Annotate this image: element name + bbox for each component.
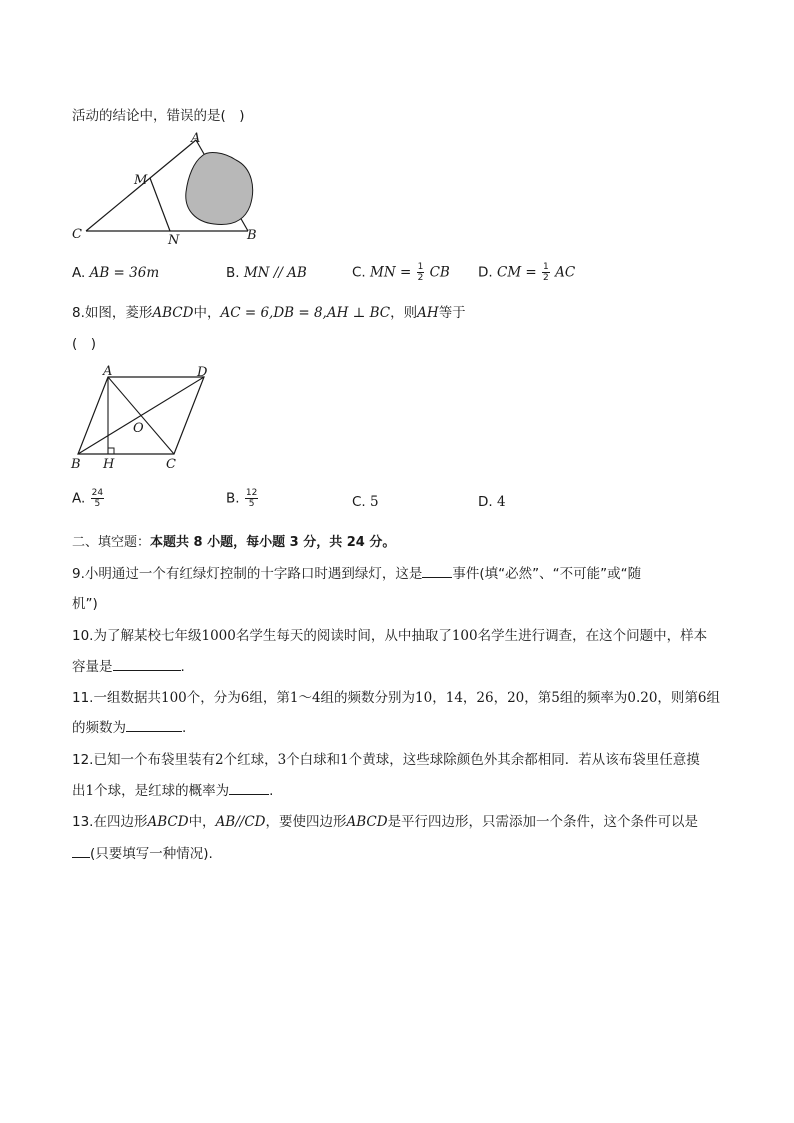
q9-line-1 xyxy=(72,562,641,582)
q8-label-D: D xyxy=(197,365,208,380)
q10-text-e: . xyxy=(180,659,185,675)
q8-figure xyxy=(66,362,226,474)
q7-option-d xyxy=(478,262,575,283)
q7-label-B: B xyxy=(247,228,257,243)
q10-text-d: 容量是 xyxy=(72,659,113,675)
q8-text-3: ，则 xyxy=(390,305,418,321)
q8-diagonal-BD xyxy=(78,377,204,454)
q12-num-3: 1 xyxy=(340,752,349,768)
q8-right-angle-mark xyxy=(108,448,114,454)
q8-label-A: A xyxy=(103,364,113,379)
q11-num-2: 6 xyxy=(240,690,250,706)
q11-text-i: 组 xyxy=(706,690,721,706)
q8-math-2: AC = 6,DB = 8,AH ⊥ BC xyxy=(220,305,391,321)
q13-math-1: ABCD xyxy=(147,814,189,830)
q7-option-d-lhs: CM = xyxy=(496,264,537,281)
q8-option-b xyxy=(226,488,259,509)
q8-option-a-prefix: A. xyxy=(72,490,86,507)
q10-line-1 xyxy=(72,624,707,644)
q13-text-d: 是平行四边形，只需添加一个条件，这个条件可以是 xyxy=(387,814,699,830)
q12-num-4: 1 xyxy=(85,783,95,799)
q7-pond-blob xyxy=(186,153,253,225)
q7-option-a-math: AB = 36m xyxy=(89,265,160,281)
q8-label-O: O xyxy=(133,421,144,436)
q11-num-4: 4 xyxy=(311,690,321,706)
q8-math-1: ABCD xyxy=(152,305,194,321)
q13-text-c: ，要使四边形 xyxy=(265,814,347,830)
q8-option-c-value: 5 xyxy=(370,494,379,510)
q8-label-B: B xyxy=(71,457,81,472)
q7-label-C: C xyxy=(72,227,82,242)
q13-line-1 xyxy=(72,810,698,830)
q11-text-f: ，第 xyxy=(524,690,552,706)
q7-option-c-fraction: $\frac{1}{2}$ xyxy=(417,262,424,283)
q7-stem xyxy=(72,104,245,124)
q11-num-5: 10，14，26，20 xyxy=(415,690,525,706)
q7-option-c-rhs: CB xyxy=(429,264,450,281)
q11-num-1: 100 xyxy=(160,690,187,706)
q8-option-b-prefix: B. xyxy=(226,490,240,507)
q11-text-a: 11.一组数据共 xyxy=(72,690,161,706)
q9-line-2: 机”) xyxy=(72,596,98,612)
q12-num-2: 3 xyxy=(277,752,287,768)
q7-figure xyxy=(66,130,266,248)
q7-label-N: N xyxy=(168,233,180,248)
q10-num-2: 100 xyxy=(451,628,478,644)
q11-num-7: 0.20 xyxy=(627,690,658,706)
q7-option-c-lhs: MN = xyxy=(370,264,412,281)
q10-text-c: 名学生进行调查，在这个问题中，样本 xyxy=(477,628,708,644)
q8-number: 8. xyxy=(72,305,85,321)
q11-text-b: 个，分为 xyxy=(186,690,241,706)
q12-text-f: 个球，是红球的概率为 xyxy=(94,783,230,799)
q8-option-d xyxy=(478,494,506,510)
q13-answer-blank[interactable] xyxy=(72,845,90,858)
q13-math-3: ABCD xyxy=(346,814,388,830)
q7-option-c-prefix: C. xyxy=(352,264,366,281)
q9-answer-blank[interactable] xyxy=(422,565,452,578)
q11-text-j: 的频数为 xyxy=(72,720,126,736)
q7-option-d-rhs: AC xyxy=(555,264,576,281)
q7-option-d-prefix: D. xyxy=(478,264,493,281)
q11-text-e: 组的频数分别为 xyxy=(320,690,416,706)
q11-text-k: . xyxy=(182,720,187,736)
q8-option-b-fraction: $\frac{12}{5}$ xyxy=(245,488,258,509)
q7-option-b-math: MN // AB xyxy=(243,265,307,281)
q11-num-6: 5 xyxy=(551,690,560,706)
section2-title-desc: 本题共 8 小题，每小题 3 分，共 24 分。 xyxy=(150,535,396,550)
q11-num-8: 6 xyxy=(697,690,707,706)
q8-option-d-prefix: D. xyxy=(478,494,493,510)
q13-line-2 xyxy=(72,842,213,862)
q13-text-a: 13.在四边形 xyxy=(72,814,148,830)
q10-line-2 xyxy=(72,655,185,675)
q8-paren: ( ) xyxy=(72,336,97,352)
q12-answer-blank[interactable] xyxy=(229,782,269,795)
q11-text-h: ，则第 xyxy=(657,690,698,706)
q8-text-4: 等于 xyxy=(438,305,466,321)
q8-option-a-fraction: $\frac{24}{5}$ xyxy=(91,488,104,509)
q12-line-1 xyxy=(72,748,700,768)
q12-text-c: 个白球和 xyxy=(286,752,341,768)
q8-label-H: H xyxy=(103,457,115,472)
q8-text-2: 中， xyxy=(193,305,221,321)
q11-line-2 xyxy=(72,716,186,736)
q7-option-a xyxy=(72,265,159,281)
q7-option-c xyxy=(352,262,450,283)
q12-text-g: . xyxy=(269,783,274,799)
q7-option-a-prefix: A. xyxy=(72,265,86,281)
q7-stem-text: 活动的结论中，错误的是( ) xyxy=(72,108,245,124)
section2-title-label: 二、填空题： xyxy=(72,535,151,550)
q8-stem xyxy=(72,301,466,321)
q13-text-b: 中， xyxy=(188,814,216,830)
q10-text-a: 10.为了解某校七年级 xyxy=(72,628,202,644)
q12-text-e: 出 xyxy=(72,783,86,799)
q9-text-b: 事件(填“必然”、“不可能”或“随 xyxy=(452,566,642,582)
q10-num-1: 1000 xyxy=(201,628,236,644)
q7-option-b xyxy=(226,265,307,281)
q8-math-3: AH xyxy=(417,305,439,321)
q7-label-A: A xyxy=(191,131,201,146)
q12-line-2 xyxy=(72,779,273,799)
q8-label-C: C xyxy=(166,457,176,472)
q7-segment-MN xyxy=(150,178,170,231)
q11-text-d: ～ xyxy=(298,690,312,706)
q7-label-M: M xyxy=(134,173,148,188)
q8-text-1: 如图，菱形 xyxy=(84,305,153,321)
q11-num-3: 1 xyxy=(289,690,299,706)
q8-option-c xyxy=(352,494,379,510)
q13-text-e: (只要填写一种情况). xyxy=(90,846,213,862)
q7-option-b-prefix: B. xyxy=(226,265,240,281)
q10-text-b: 名学生每天的阅读时间，从中抽取了 xyxy=(235,628,452,644)
q12-text-a: 12.已知一个布袋里装有 xyxy=(72,752,215,768)
q12-text-d: 个黄球，这些球除颜色外其余都相同．若从该布袋里任意摸 xyxy=(348,752,700,768)
q12-text-b: 个红球， xyxy=(223,752,278,768)
q11-text-g: 组的频率为 xyxy=(559,690,628,706)
q11-text-c: 组，第 xyxy=(249,690,290,706)
q10-answer-blank[interactable] xyxy=(113,658,181,671)
q11-line-1 xyxy=(72,686,720,706)
section2-title xyxy=(72,531,395,550)
q7-option-d-fraction: $\frac{1}{2}$ xyxy=(543,262,549,283)
q8-option-c-prefix: C. xyxy=(352,494,366,510)
q8-option-a xyxy=(72,488,105,509)
q8-option-d-value: 4 xyxy=(496,494,506,510)
q13-math-2: AB//CD xyxy=(215,814,266,830)
q9-text-a: 9.小明通过一个有红绿灯控制的十字路口时遇到绿灯，这是 xyxy=(72,566,423,582)
q12-num-1: 2 xyxy=(214,752,224,768)
q11-answer-blank[interactable] xyxy=(126,719,182,732)
